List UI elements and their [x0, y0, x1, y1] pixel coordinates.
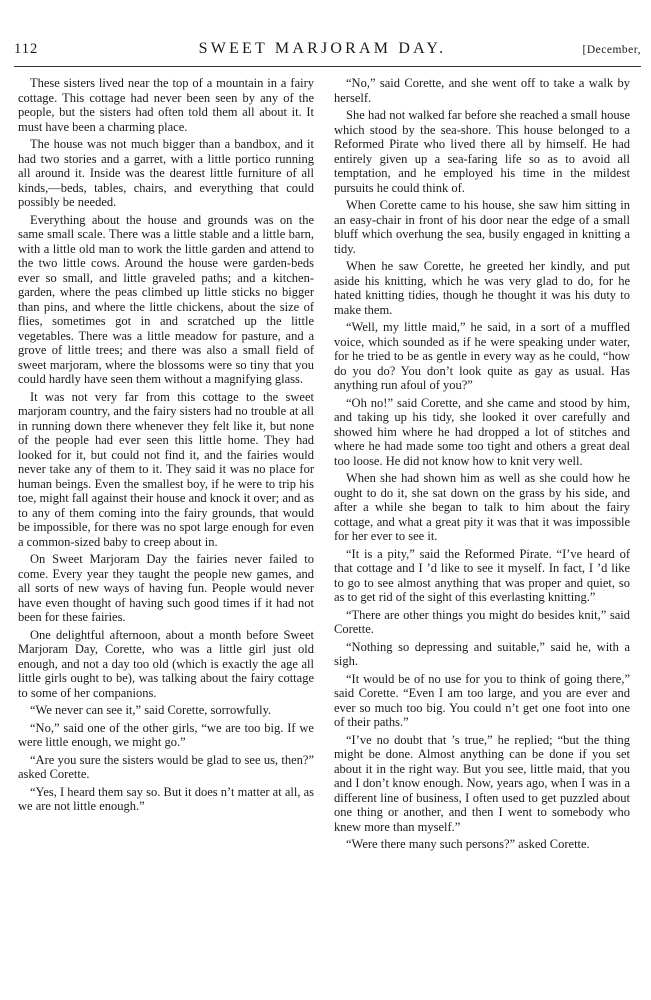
paragraph: On Sweet Marjoram Day the fairies never failed to come. Every year they taught the people new games, and all sorts of new ways of having fun. People would never have even thought of having such good times if it had not been for these fairies.: [18, 552, 314, 624]
paragraph: The house was not much bigger than a bandbox, and it had two stories and a garret, with a little portico running all around it. Inside was the dearest little furniture of all kinds,—beds, tables, chairs, and everything that could possibly be needed.: [18, 137, 314, 209]
paragraph: “Were there many such persons?” asked Corette.: [346, 837, 590, 851]
paragraph: When she had shown him as well as she could how he ought to do it, she sat down on the grass by his side, and after a while she began to talk to him about the fairy cottage, and what a great pity it was that it was impossible for her ever to see it.: [334, 471, 630, 543]
paragraph: “Oh no!” said Corette, and she came and stood by him, and taking up his tidy, she looked it over carefully and showed him where he had dropped a lot of stitches and where he had made some too tight and others a great deal too loose. He did not know how to knit very well.: [334, 395, 630, 468]
paragraph: One delightful afternoon, about a month before Sweet Marjoram Day, Corette, who was a little girl just old enough, and not a day too old (which is exactly the age all little girls ought to be), was talking about the fairy cottage to some of her companions.: [18, 627, 314, 700]
page-number: 112: [14, 41, 39, 57]
paragraph: “It is a pity,” said the Reformed Pirate. “I’ve heard of that cottage and I ’d like to see it myself. In fact, I ’d like to go to see almost anything that was proper and quiet, so as to get rid of the sight of this everlasting knitting.”: [334, 546, 630, 604]
paragraph: “No,” said one of the other girls, “we are too big. If we were little enough, we might go.”: [18, 720, 314, 749]
left-column: [18, 76, 314, 986]
section-label: [December,: [582, 44, 641, 56]
paragraph: “Nothing so depressing and suitable,” said he, with a sigh.: [334, 639, 630, 668]
paragraph: “It would be of no use for you to think of going there,” said Corette. “Even I am too large, and you are ever and ever so much too big. You could n’t get one foot into one of their paths.”: [334, 671, 630, 729]
paragraph: “Yes, I heard them say so. But it does n’t matter at all, as we are not little enough.”: [18, 784, 314, 813]
paragraph: When he saw Corette, he greeted her kindly, and put aside his knitting, which he was very glad to do, for he hated knitting tidies, though he thought it was his duty to make them.: [334, 259, 630, 317]
right-column: [334, 76, 630, 986]
paragraph: “Are you sure the sisters would be glad to see us, then?” asked Corette.: [18, 752, 314, 781]
header-rule: [14, 66, 641, 67]
page-header: [14, 40, 641, 62]
paragraph: These sisters lived near the top of a mountain in a fairy cottage. This cottage had never been seen by any of the people, but the sisters had often told them all about it. It must have been a charming place.: [18, 76, 314, 134]
paragraph: “There are other things you might do besides knit,” said Corette.: [334, 607, 630, 636]
paragraph: “I’ve no doubt that ’s true,” he replied; “but the thing might be done. Almost anything can be done if you set about it in the right way. But you see, little maid, that you and I don’t know enough. Now, years ago, when I was in a different line of business, I often used to get puzzled about one thing or another, and then I went to somebody who knew more than myself.”: [334, 732, 630, 834]
paragraph: She had not walked far before she reached a small house which stood by the sea-shore. This house belonged to a Reformed Pirate who lived there all by himself. He had entirely given up a sea-faring life so as to avoid all temptation, and he employed his time in the mildest pursuits he could think of.: [334, 108, 630, 195]
paragraph: When Corette came to his house, she saw him sitting in an easy-chair in front of his door near the edge of a small bluff which overhung the sea, busily engaged in knitting a tidy.: [334, 198, 630, 256]
paragraph: Everything about the house and grounds was on the same small scale. There was a little stable and a little barn, with a little old man to work the little garden and attend to the two little cows. Around the house were garden-beds ever so small, and little graveled paths; and a kitchen-garden, where the peas climbed up little sticks no bigger than pins, and where the little chickens, about the size of flies, sometimes got in and scratched up the little vegetables. There was a little meadow for pasture, and a grove of little trees; and there was also a small field of sweet marjoram, where the blossoms were so tiny that you could hardly have seen them without a magnifying glass.: [18, 212, 314, 386]
paragraph: “We never can see it,” said Corette, sorrowfully.: [30, 703, 272, 717]
running-title: SWEET MARJORAM DAY.: [198, 40, 447, 57]
paragraph: It was not very far from this cottage to the sweet marjoram country, and the fairy sisters had no trouble at all in running down there whenever they felt like it, but none of the people had ever seen this little home. They had looked for it, but could not find it, and the fairies would never take any of them to it. They said it was no place for human beings. Even the smallest boy, if he were to trip his toe, might fall against their house and knock it over; and as to any of them coming into the fairy grounds, that would be impossible, for there was no spot large enough for even a common-sized baby to creep about in.: [18, 389, 314, 549]
paragraph: “Well, my little maid,” he said, in a sort of a muffled voice, which sounded as if he were speaking under water, for he tried to be as gentle in every way as he could, “how do you do? You don’t look quite as gay as usual. Has anything run afoul of you?”: [334, 320, 630, 392]
paragraph: “No,” said Corette, and she went off to take a walk by herself.: [334, 76, 630, 105]
